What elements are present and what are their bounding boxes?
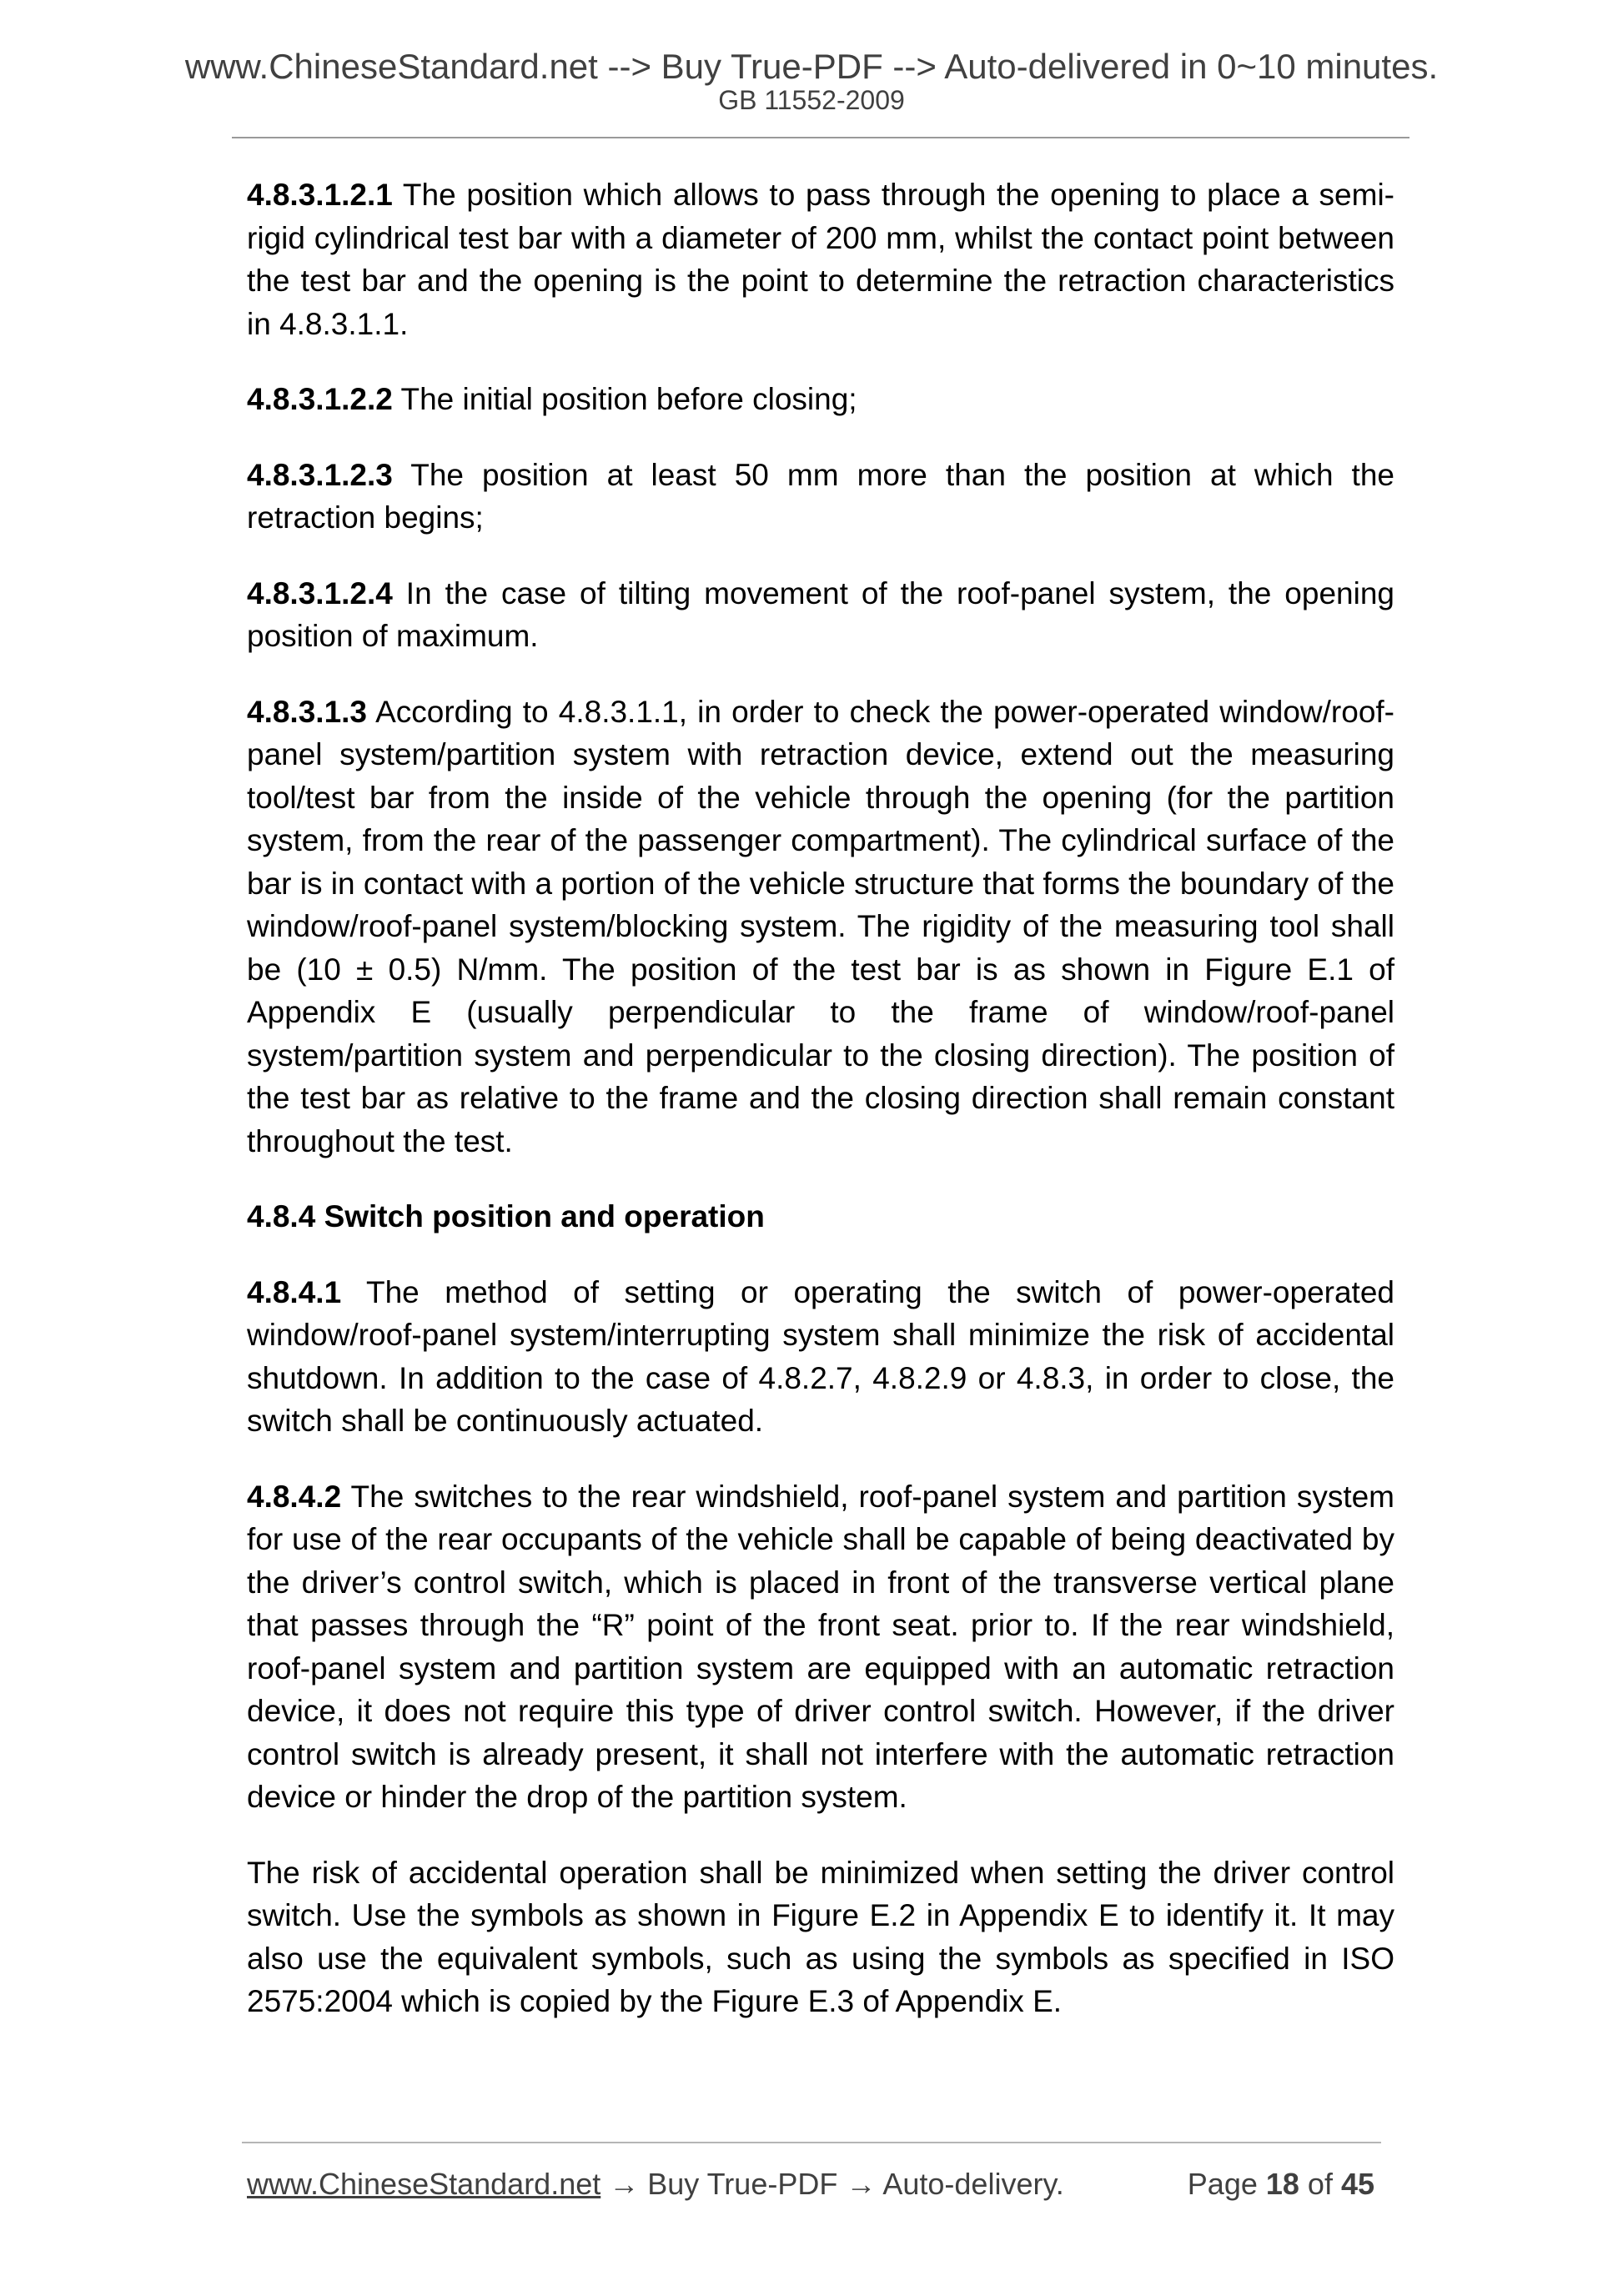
current-page: 18 bbox=[1265, 2167, 1299, 2201]
footer-site-link[interactable]: www.ChineseStandard.net bbox=[247, 2167, 601, 2201]
page-footer bbox=[247, 2163, 1384, 2205]
clause-4-8-3-1-3 bbox=[247, 691, 1394, 1163]
clause-number: 4.8.3.1.2.3 bbox=[247, 457, 393, 492]
clause-number: 4.8.4.1 bbox=[247, 1274, 342, 1309]
document-id: GB 11552-2009 bbox=[718, 85, 905, 115]
clause-text: According to 4.8.3.1.1, in order to check the power-operated window/roof-panel system/partition system with retraction device, extend out the measuring tool/test bar from the inside of the vehicle through the opening (for the partition system, from the rear of the passenger compartment). The cylindrical surface of the bar is in contact with a portion of the vehicle structure that forms the boundary of the window/roof-panel system/blocking system. The rigidity of the measuring tool shall be (10 ± 0.5) N/mm. The position of the test bar is as shown in Figure E.1 of Appendix E (usually perpendicular to the frame of window/roof-panel system/partition system and perpendicular to the closing direction). The position of the test bar as relative to the frame and the closing direction shall remain constant throughout the test. bbox=[247, 694, 1394, 1158]
of-label: of bbox=[1299, 2167, 1341, 2201]
header-divider bbox=[232, 137, 1409, 138]
clause-number: 4.8.3.1.3 bbox=[247, 694, 368, 729]
footer-buy-text: Buy True-PDF bbox=[647, 2167, 838, 2201]
paragraph-text: The risk of accidental operation shall be minimized when setting the driver control switch. Use the symbols as shown in Figure E.2 in Appendix E to identify it. It may also use the equivalent symbols, such as using the symbols as specified in ISO 2575:2004 which is copied by the Figure E.3 of Appendix E. bbox=[247, 1855, 1394, 2018]
clause-4-8-3-1-2-2 bbox=[247, 378, 1394, 421]
page-number bbox=[1188, 2163, 1374, 2205]
clause-text: The method of setting or operating the switch of power-operated window/roof-panel system/interrupting system shall minimize the risk of accidental shutdown. In addition to the case of 4.8.2.7, 4.8.2.9 or 4.8.3, in order to close, the switch shall be continuously actuated. bbox=[247, 1274, 1394, 1438]
page-label: Page bbox=[1187, 2167, 1266, 2201]
arrow-icon: → bbox=[837, 2167, 883, 2201]
clause-text: The switches to the rear windshield, roof-panel system and partition system for use of the rear occupants of the vehicle shall be capable of being deactivated by the driver’s control switch, which is placed in front of the transverse vertical plane that passes through the “R” point of the front seat. prior to. If the rear windshield, roof-panel system and partition system are equipped with an automatic retraction device, it does not require this type of driver control switch. However, if the driver control switch is already present, it shall not interfere with the automatic retraction device or hinder the drop of the partition system. bbox=[247, 1479, 1394, 1814]
total-pages: 45 bbox=[1340, 2167, 1374, 2201]
arrow-icon: → bbox=[600, 2167, 648, 2201]
clause-4-8-4-2 bbox=[247, 1475, 1394, 1819]
clause-text: The position at least 50 mm more than the position at which the retraction begins; bbox=[247, 457, 1394, 535]
clause-4-8-3-1-2-3 bbox=[247, 454, 1394, 540]
body-paragraph bbox=[247, 1851, 1394, 2023]
clause-number: 4.8.4.2 bbox=[247, 1479, 342, 1514]
clause-text: In the case of tilting movement of the roof-panel system, the opening position of maximum. bbox=[247, 575, 1394, 653]
clause-number: 4.8.3.1.2.4 bbox=[247, 575, 393, 610]
clause-4-8-4-1 bbox=[247, 1271, 1394, 1443]
footer-divider bbox=[242, 2142, 1381, 2143]
section-heading-4-8-4: 4.8.4 Switch position and operation bbox=[247, 1199, 765, 1233]
clause-4-8-3-1-2-4 bbox=[247, 572, 1394, 658]
clause-text: The position which allows to pass through the opening to place a semi-rigid cylindrical test bar with a diameter of 200 mm, whilst the contact point between the test bar and the opening is the point to determine the retraction characteristics in 4.8.3.1.1. bbox=[247, 178, 1394, 341]
clause-text: The initial position before closing; bbox=[392, 382, 857, 416]
clause-4-8-3-1-2-1 bbox=[247, 173, 1394, 345]
document-body bbox=[247, 173, 1394, 2056]
header-banner[interactable]: www.ChineseStandard.net --> Buy True-PDF --> Auto-delivered in 0~10 minutes. bbox=[184, 47, 1439, 86]
footer-links bbox=[247, 2163, 1064, 2205]
footer-delivery-text: Auto-delivery. bbox=[882, 2167, 1064, 2201]
clause-number: 4.8.3.1.2.1 bbox=[247, 178, 393, 212]
clause-number: 4.8.3.1.2.2 bbox=[247, 382, 393, 416]
